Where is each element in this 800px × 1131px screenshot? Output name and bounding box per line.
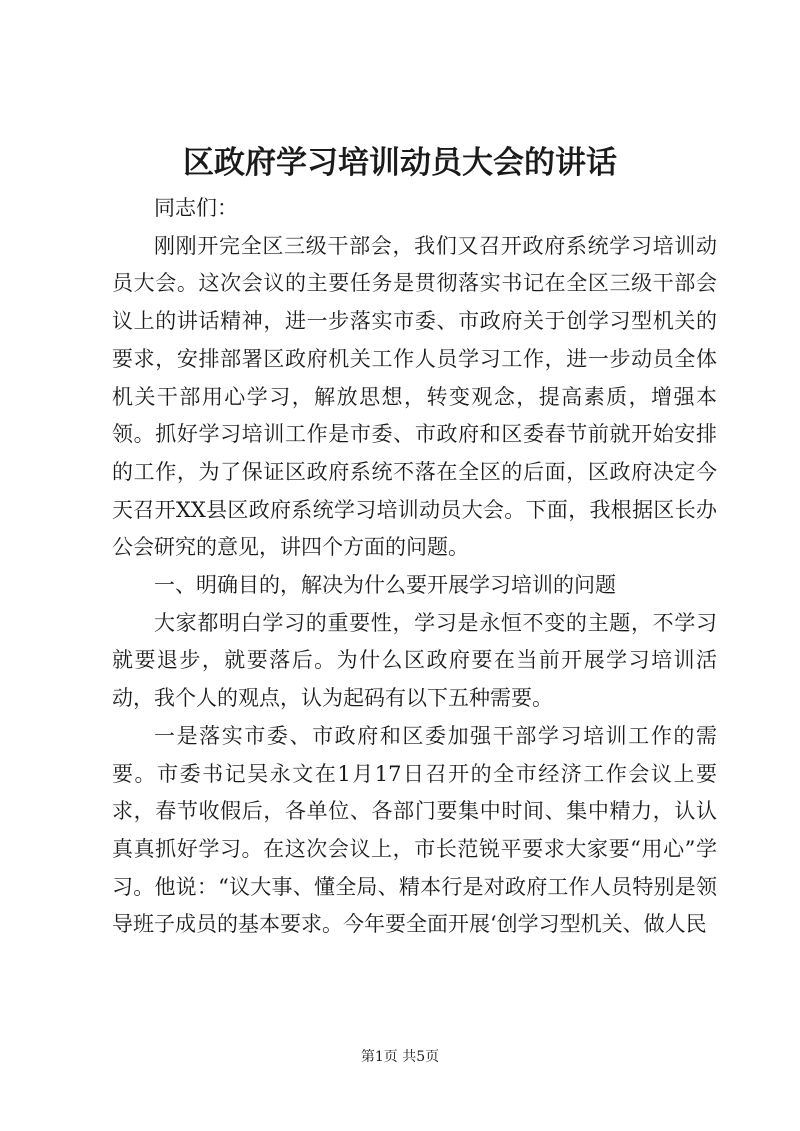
document-body — [112, 190, 717, 944]
intro-paragraph: 刚刚开完全区三级干部会，我们又召开政府系统学习培训动员大会。这次会议的主要任务是贯彻落实书记在全区三级干部会议上的讲话精神，进一步落实市委、市政府关于创学习型机关的要求，安排部署区政府机关工作人员学习工作，进一步动员全体机关干部用心学习，解放思想，转变观念，提高素质，增强本领。抓好学习培训工作是市委、市政府和区委春节前就开始安排的工作，为了保证区政府系统不落在全区的后面，区政府决定今天召开XX县区政府系统学习培训动员大会。下面，我根据区长办公会研究的意见，讲四个方面的问题。 — [112, 233, 717, 560]
salutation: 同志们： — [154, 196, 238, 220]
body-paragraph: 大家都明白学习的重要性，学习是永恒不变的主题，不学习就要退步，就要落后。为什么区政府要在当前开展学习培训活动，我个人的观点，认为起码有以下五种需要。 — [112, 610, 717, 711]
page-footer: 第1页 共5页 — [360, 1049, 440, 1065]
section-heading: 一、明确目的，解决为什么要开展学习培训的问题 — [154, 573, 616, 598]
body-paragraph: 一是落实市委、市政府和区委加强干部学习培训工作的需要。市委书记吴永文在1月17日召开的全市经济工作会议上要求，春节收假后，各单位、各部门要集中时间、集中精力，认认真真抓好学习。在这次会议上，市长范锐平要求大家要“用心”学习。他说：“议大事、懂全局、精本行是对政府工作人员特别是领导班子成员的基本要求。今年要全面开展‘创学习型机关、做人民 — [112, 723, 717, 937]
page-title: 区政府学习培训动员大会的讲话 — [183, 145, 617, 181]
